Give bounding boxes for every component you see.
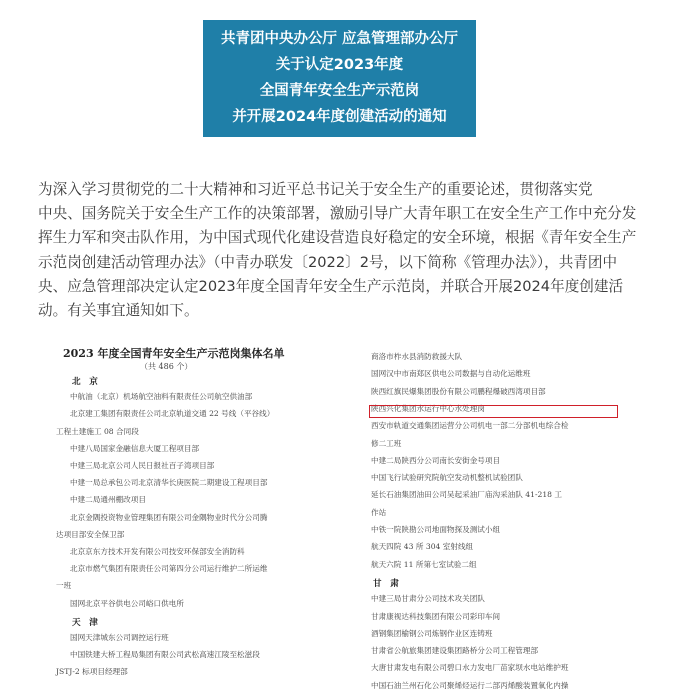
region-heading: 北 京: [72, 377, 98, 387]
list-item: 国网天津城东公司调控运行班: [70, 633, 169, 642]
list-title: 2023 年度全国青年安全生产示范岗集体名单: [63, 347, 285, 360]
list-item: 一班: [56, 581, 72, 591]
list-item: 北京金隅投资物业管理集团有限公司金隅物业时代分公司腾: [70, 512, 268, 522]
list-item: 陕西兴化集团水运行中心水处理岗: [371, 403, 485, 413]
list-item: 航天四院 43 所 304 室射线组: [371, 542, 474, 552]
notice-title-banner: [203, 20, 476, 137]
list-item: 商洛市柞水县消防救援大队: [371, 352, 463, 361]
list-item: 大唐甘肃发电有限公司碧口水力发电厂苗家坝水电站维护班: [371, 663, 569, 673]
list-item: 西安市轨道交通集团运营分公司机电一部二分部机电综合检: [371, 421, 569, 431]
list-count: （共 486 个）: [140, 362, 193, 371]
list-item: 甘肃省公航旅集团建设集团路桥分公司工程管理部: [371, 646, 539, 656]
list-item: 中国铁建大桥工程局集团有限公司武松高速江陵至松滋段: [70, 650, 260, 660]
list-item: 国网汉中市南郑区供电公司数据与自动化运维班: [371, 369, 531, 379]
list-item: 达项目部安全保卫部: [56, 529, 125, 539]
list-item: 中建二局通州棚改项目: [70, 495, 146, 505]
list-item: 中国飞行试验研究院航空发动机整机试验团队: [371, 473, 523, 483]
list-item: 中建三局北京公司人民日报社百子湾项目部: [70, 461, 215, 470]
list-item: 中建一局总承包公司北京清华长庚医院二期建设工程项目部: [70, 478, 268, 488]
list-item: 中建三局甘肃分公司技术攻关团队: [371, 594, 485, 604]
intro-line: 动。有关事宜通知如下。: [38, 302, 199, 320]
highlight-box: [369, 405, 618, 418]
intro-line: 示范岗创建活动管理办法》（中青办联发〔2022〕2号，以下简称《管理办法》），共青团中: [38, 253, 618, 271]
region-heading: 甘 肃: [373, 578, 399, 589]
list-item: 作站: [371, 507, 387, 517]
list-item: 北京建工集团有限责任公司北京轨道交通 22 号线（平谷线）: [70, 409, 275, 419]
list-item: 中航油（北京）机场航空油料有限责任公司航空供油部: [70, 392, 253, 402]
list-item: 陕西红旗民爆集团股份有限公司鹏程爆破西湾项目部: [371, 386, 546, 396]
list-item: 中建八局国家金融信息大厦工程项目部: [70, 443, 200, 453]
list-item: 国网北京平谷供电公司峪口供电所: [70, 598, 184, 608]
banner-title-line-2: 关于认定2023年度: [275, 57, 404, 73]
list-item: 北京市燃气集团有限责任公司第四分公司运行维护二所运维: [70, 564, 268, 574]
list-item: 工程土建施工 08 合同段: [56, 426, 139, 436]
region-heading: 天 津: [72, 617, 98, 628]
list-item: 北京京东方技术开发有限公司技安环保部安全消防科: [70, 547, 245, 556]
intro-line: 中央、国务院关于安全生产工作的决策部署，激励引导广大青年职工在安全生产工作中充分发: [38, 205, 637, 223]
intro-line: 为深入学习贯彻党的二十大精神和习近平总书记关于安全生产的重要论述，贯彻落实党: [38, 181, 593, 198]
list-item: 酒钢集团榆钢公司炼钢作业区连铸班: [371, 628, 493, 638]
intro-paragraph: [38, 178, 644, 323]
list-item: 中铁一院陕勘公司地面物探及测试小组: [371, 525, 501, 534]
list-item: 甘肃康视达科技集团有限公司彩印车间: [371, 611, 501, 621]
intro-line: 挥生力军和突击队作用，为中国式现代化建设营造良好稳定的安全环境，根据《青年安全生产: [38, 229, 637, 247]
list-item: 延长石油集团油田公司吴起采油厂庙沟采油队 41-218 工: [371, 490, 563, 500]
banner-title-line-1: 共青团中央办公厅 应急管理部办公厅: [220, 31, 459, 47]
list-item: JSTJ-2 标项目经理部: [56, 667, 128, 677]
list-item: 航天六院 11 所第七室试验二组: [371, 559, 477, 569]
list-item: 中国石油兰州石化公司聚烯烃运行二部丙烯酸装置氧化内操: [371, 680, 569, 690]
banner-title-line-4: 并开展2024年度创建活动的通知: [232, 109, 447, 125]
intro-line: 央、应急管理部决定认定2023年度全国青年安全生产示范岗，并联合开展2024年度创建活: [38, 277, 624, 295]
list-item: 修二工班: [371, 438, 402, 448]
banner-title-line-3: 全国青年安全生产示范岗: [259, 83, 420, 99]
list-item: 中建二局陕西分公司南长安街金号项目: [371, 455, 501, 465]
